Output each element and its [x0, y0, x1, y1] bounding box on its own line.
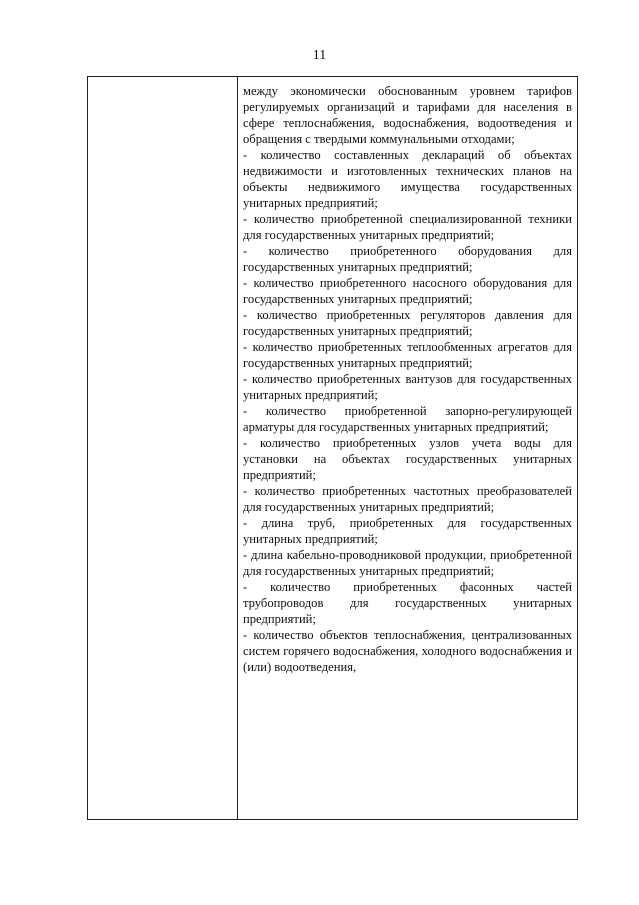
- paragraph: - количество приобретенных вантузов для государственных унитарных предприятий;: [243, 372, 572, 402]
- paragraph: - длина труб, приобретенных для государственных унитарных предприятий;: [243, 516, 572, 546]
- document-table: [87, 76, 578, 820]
- table-cell-left: [88, 77, 238, 820]
- paragraph: - количество составленных деклараций об объектах недвижимости и изготовленных технических планов на объекты недвижимого имущества государственных унитарных предприятий;: [243, 148, 572, 210]
- paragraph: - количество приобретенной специализированной техники для государственных унитарных предприятий;: [243, 212, 572, 242]
- paragraph: - длина кабельно-проводниковой продукции, приобретенной для государственных унитарных предприятий;: [243, 548, 572, 578]
- paragraph: - количество приобретенного насосного оборудования для государственных унитарных предприятий;: [243, 276, 572, 306]
- paragraph: между экономически обоснованным уровнем тарифов регулируемых организаций и тарифами для населения в сфере теплоснабжения, водоснабжения, водоотведения и обращения с твердыми коммунальными отходами;: [243, 84, 572, 146]
- paragraph: - количество приобретенных частотных преобразователей для государственных унитарных предприятий;: [243, 484, 572, 514]
- paragraph: - количество приобретенных фасонных частей трубопроводов для государственных унитарных предприятий;: [243, 580, 572, 626]
- page-number: 11: [312, 48, 327, 63]
- paragraph: - количество приобретенных узлов учета воды для установки на объектах государственных унитарных предприятий;: [243, 436, 572, 482]
- paragraph: - количество приобретенных регуляторов давления для государственных унитарных предприятий;: [243, 308, 572, 338]
- table-cell-right: [238, 77, 578, 820]
- paragraph: - количество приобретенных теплообменных агрегатов для государственных унитарных предприятий;: [243, 340, 572, 370]
- paragraph: - количество приобретенного оборудования для государственных унитарных предприятий;: [243, 244, 572, 274]
- paragraph: - количество приобретенной запорно-регулирующей арматуры для государственных унитарных предприятий;: [243, 404, 572, 434]
- paragraph: - количество объектов теплоснабжения, централизованных систем горячего водоснабжения, холодного водоснабжения и (или) водоотведения,: [243, 628, 572, 674]
- cell-content: [238, 77, 577, 675]
- table-row: [88, 77, 578, 820]
